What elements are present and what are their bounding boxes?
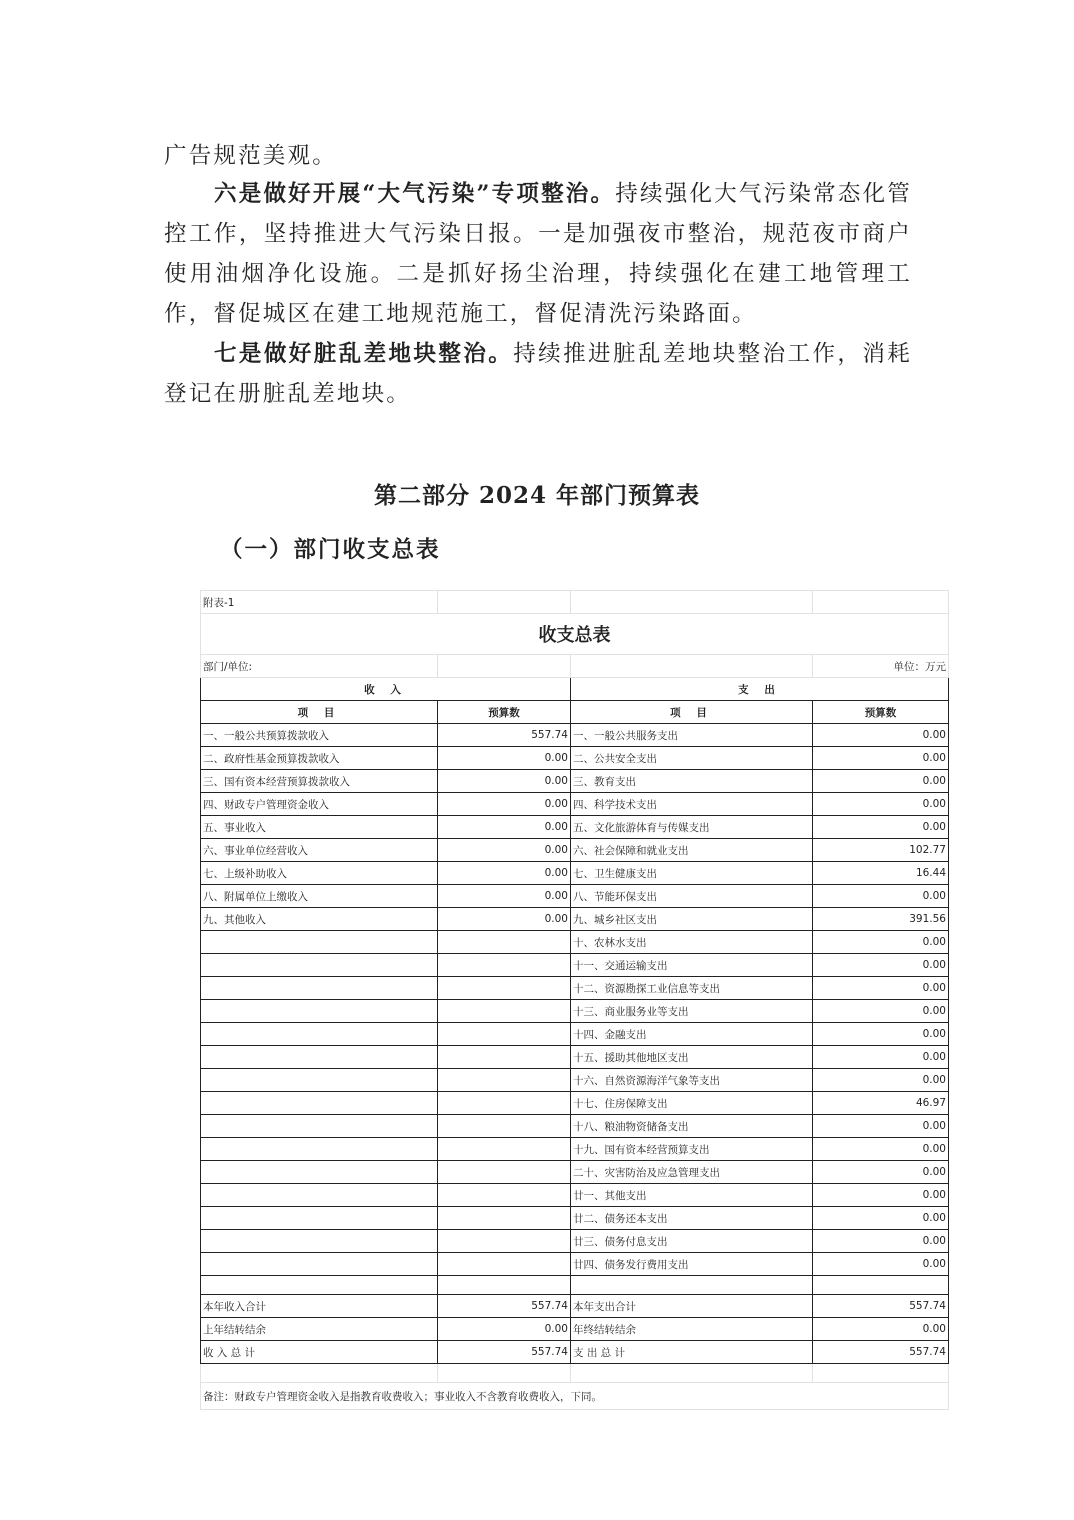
expense-item: 十七、住房保障支出 — [571, 1092, 813, 1115]
table-row — [201, 816, 949, 839]
expense-budget-value: 557.74 — [813, 1295, 949, 1318]
sheet-title-row — [201, 614, 949, 655]
expense-budget-value: 0.00 — [813, 1023, 949, 1046]
blank-cell — [438, 1276, 571, 1295]
income-item: 上年结转结余 — [201, 1318, 438, 1341]
income-item — [201, 1000, 438, 1023]
expense-item: 一、一般公共服务支出 — [571, 724, 813, 747]
budget-table-body — [201, 591, 949, 1410]
table-row — [201, 1092, 949, 1115]
expense-item: 四、科学技术支出 — [571, 793, 813, 816]
income-item — [201, 1115, 438, 1138]
expense-budget-value: 391.56 — [813, 908, 949, 931]
table-row — [201, 1230, 949, 1253]
expense-item: 六、社会保障和就业支出 — [571, 839, 813, 862]
paragraph-3 — [164, 334, 912, 414]
table-row — [201, 1138, 949, 1161]
unit-label: 单位：万元 — [813, 655, 949, 678]
paragraph-2-lead: 六是做好开展“大气污染”专项整治。 — [214, 181, 616, 207]
income-budget-value: 0.00 — [438, 908, 571, 931]
expense-item: 十一、交通运输支出 — [571, 954, 813, 977]
expense-header: 支 出 — [571, 678, 949, 701]
table-row — [201, 793, 949, 816]
table-row — [201, 839, 949, 862]
income-budget-value — [438, 977, 571, 1000]
budget-sheet — [200, 590, 948, 1410]
sheet-meta-row — [201, 655, 949, 678]
income-budget-value — [438, 1138, 571, 1161]
expense-budget-value: 0.00 — [813, 1115, 949, 1138]
income-budget-value: 0.00 — [438, 747, 571, 770]
income-item — [201, 977, 438, 1000]
income-budget-header: 预算数 — [438, 701, 571, 724]
table-row — [201, 1115, 949, 1138]
expense-budget-value: 0.00 — [813, 747, 949, 770]
expense-item: 廿一、其他支出 — [571, 1184, 813, 1207]
sheet-tag-row — [201, 591, 949, 614]
income-item: 一、一般公共预算拨款收入 — [201, 724, 438, 747]
income-item — [201, 954, 438, 977]
income-budget-value — [438, 1069, 571, 1092]
total-row — [201, 1318, 949, 1341]
income-budget-value: 0.00 — [438, 862, 571, 885]
expense-item: 十二、资源勘探工业信息等支出 — [571, 977, 813, 1000]
table-row — [201, 770, 949, 793]
income-item: 七、上级补助收入 — [201, 862, 438, 885]
expense-budget-value: 0.00 — [813, 816, 949, 839]
dept-label: 部门/单位: — [201, 655, 438, 678]
expense-budget-value: 0.00 — [813, 770, 949, 793]
expense-item: 年终结转结余 — [571, 1318, 813, 1341]
blank-cell — [201, 1276, 438, 1295]
income-header: 收 入 — [201, 678, 571, 701]
spacer-cell — [201, 1364, 438, 1383]
expense-item: 八、节能环保支出 — [571, 885, 813, 908]
note-row — [201, 1383, 949, 1410]
income-budget-value: 0.00 — [438, 1318, 571, 1341]
spacer-cell — [438, 1364, 571, 1383]
table-row — [201, 724, 949, 747]
expense-budget-value: 0.00 — [813, 1000, 949, 1023]
income-item: 本年收入合计 — [201, 1295, 438, 1318]
expense-item: 廿二、债务还本支出 — [571, 1207, 813, 1230]
table-row — [201, 1069, 949, 1092]
expense-budget-value: 0.00 — [813, 1253, 949, 1276]
expense-item: 十五、援助其他地区支出 — [571, 1046, 813, 1069]
expense-budget-value: 0.00 — [813, 1318, 949, 1341]
income-item — [201, 1207, 438, 1230]
income-item — [201, 1046, 438, 1069]
income-item: 收 入 总 计 — [201, 1341, 438, 1364]
income-budget-value — [438, 1207, 571, 1230]
expense-budget-value: 0.00 — [813, 1161, 949, 1184]
section-header-row — [201, 678, 949, 701]
table-row — [201, 1207, 949, 1230]
income-item — [201, 1092, 438, 1115]
expense-item: 廿三、债务付息支出 — [571, 1230, 813, 1253]
table-row — [201, 954, 949, 977]
expense-item: 二、公共安全支出 — [571, 747, 813, 770]
section-subtitle: （一）部门收支总表 — [220, 537, 441, 563]
income-item: 四、财政专户管理资金收入 — [201, 793, 438, 816]
income-item — [201, 1161, 438, 1184]
part-title: 第二部分 2024 年部门预算表 — [373, 482, 701, 509]
income-item — [201, 1023, 438, 1046]
paragraph-3-text: 持续推进脏乱差地块整治工作，消耗登记在册脏乱差地块。 — [164, 341, 913, 407]
income-budget-value — [438, 1046, 571, 1069]
table-row — [201, 885, 949, 908]
expense-item: 二十、灾害防治及应急管理支出 — [571, 1161, 813, 1184]
income-budget-value — [438, 931, 571, 954]
income-budget-value — [438, 1253, 571, 1276]
income-item — [201, 1253, 438, 1276]
income-budget-value — [438, 1000, 571, 1023]
budget-table — [200, 590, 949, 1410]
income-budget-value — [438, 1115, 571, 1138]
expense-budget-value: 0.00 — [813, 954, 949, 977]
expense-budget-value: 0.00 — [813, 1184, 949, 1207]
expense-item-header: 项 目 — [571, 701, 813, 724]
table-row — [201, 862, 949, 885]
expense-budget-value: 0.00 — [813, 793, 949, 816]
expense-budget-value: 0.00 — [813, 1207, 949, 1230]
paragraph-2-text: 持续强化大气污染常态化管控工作，坚持推进大气污染日报。一是加强夜市整治，规范夜市商户使用油烟净化设施。二是抓好扬尘治理，持续强化在建工地管理工作，督促城区在建工地规范施工，督促清洗污染路面。 — [164, 181, 912, 327]
expense-budget-value: 0.00 — [813, 1138, 949, 1161]
expense-budget-value: 0.00 — [813, 977, 949, 1000]
expense-item: 本年支出合计 — [571, 1295, 813, 1318]
income-item: 九、其他收入 — [201, 908, 438, 931]
expense-budget-value: 0.00 — [813, 931, 949, 954]
expense-item: 十六、自然资源海洋气象等支出 — [571, 1069, 813, 1092]
income-item: 五、事业收入 — [201, 816, 438, 839]
table-row — [201, 931, 949, 954]
income-item — [201, 1230, 438, 1253]
income-item — [201, 1138, 438, 1161]
column-header-row — [201, 701, 949, 724]
paragraph-1-text: 广告规范美观。 — [164, 143, 337, 169]
expense-item: 五、文化旅游体育与传媒支出 — [571, 816, 813, 839]
sheet-tag: 附表-1 — [201, 591, 438, 614]
spacer-cell — [571, 1364, 813, 1383]
expense-item: 十八、粮油物资储备支出 — [571, 1115, 813, 1138]
income-budget-value: 0.00 — [438, 816, 571, 839]
expense-item: 十四、金融支出 — [571, 1023, 813, 1046]
income-budget-value: 557.74 — [438, 1341, 571, 1364]
table-row — [201, 747, 949, 770]
income-item: 二、政府性基金预算拨款收入 — [201, 747, 438, 770]
income-budget-value: 557.74 — [438, 1295, 571, 1318]
table-row — [201, 1000, 949, 1023]
expense-item: 七、卫生健康支出 — [571, 862, 813, 885]
income-item — [201, 931, 438, 954]
income-budget-value — [438, 1230, 571, 1253]
table-row — [201, 977, 949, 1000]
income-budget-value: 0.00 — [438, 839, 571, 862]
expense-budget-value: 102.77 — [813, 839, 949, 862]
table-row — [201, 1161, 949, 1184]
expense-budget-value: 557.74 — [813, 1341, 949, 1364]
income-item-header: 项 目 — [201, 701, 438, 724]
table-row — [201, 1253, 949, 1276]
paragraph-3-lead: 七是做好脏乱差地块整治。 — [214, 341, 514, 367]
expense-budget-value: 0.00 — [813, 724, 949, 747]
income-budget-value — [438, 1023, 571, 1046]
blank-cell — [571, 1276, 813, 1295]
sheet-title: 收支总表 — [201, 614, 949, 655]
income-budget-value: 0.00 — [438, 793, 571, 816]
total-row — [201, 1341, 949, 1364]
expense-budget-header: 预算数 — [813, 701, 949, 724]
expense-budget-value: 0.00 — [813, 1069, 949, 1092]
income-budget-value: 0.00 — [438, 770, 571, 793]
expense-budget-value: 0.00 — [813, 885, 949, 908]
income-budget-value — [438, 954, 571, 977]
sheet-note: 备注：财政专户管理资金收入是指教育收费收入；事业收入不含教育收费收入，下同。 — [201, 1383, 949, 1410]
expense-item: 廿四、债务发行费用支出 — [571, 1253, 813, 1276]
total-row — [201, 1295, 949, 1318]
income-item — [201, 1069, 438, 1092]
paragraph-1 — [164, 136, 912, 176]
table-row — [201, 1023, 949, 1046]
income-budget-value: 557.74 — [438, 724, 571, 747]
table-row — [201, 1184, 949, 1207]
paragraph-2 — [164, 174, 912, 334]
expense-item: 十、农林水支出 — [571, 931, 813, 954]
expense-budget-value: 16.44 — [813, 862, 949, 885]
income-item: 八、附属单位上缴收入 — [201, 885, 438, 908]
expense-budget-value: 0.00 — [813, 1046, 949, 1069]
expense-item: 十三、商业服务业等支出 — [571, 1000, 813, 1023]
expense-item: 三、教育支出 — [571, 770, 813, 793]
income-item — [201, 1184, 438, 1207]
income-budget-value: 0.00 — [438, 885, 571, 908]
income-item: 三、国有资本经营预算拨款收入 — [201, 770, 438, 793]
income-budget-value — [438, 1161, 571, 1184]
expense-item: 十九、国有资本经营预算支出 — [571, 1138, 813, 1161]
spacer-cell — [813, 1364, 949, 1383]
expense-item: 支 出 总 计 — [571, 1341, 813, 1364]
table-row — [201, 908, 949, 931]
income-budget-value — [438, 1184, 571, 1207]
spacer-row — [201, 1364, 949, 1383]
expense-item: 九、城乡社区支出 — [571, 908, 813, 931]
expense-budget-value: 0.00 — [813, 1230, 949, 1253]
blank-row — [201, 1276, 949, 1295]
table-row — [201, 1046, 949, 1069]
income-item: 六、事业单位经营收入 — [201, 839, 438, 862]
expense-budget-value: 46.97 — [813, 1092, 949, 1115]
blank-cell — [813, 1276, 949, 1295]
income-budget-value — [438, 1092, 571, 1115]
